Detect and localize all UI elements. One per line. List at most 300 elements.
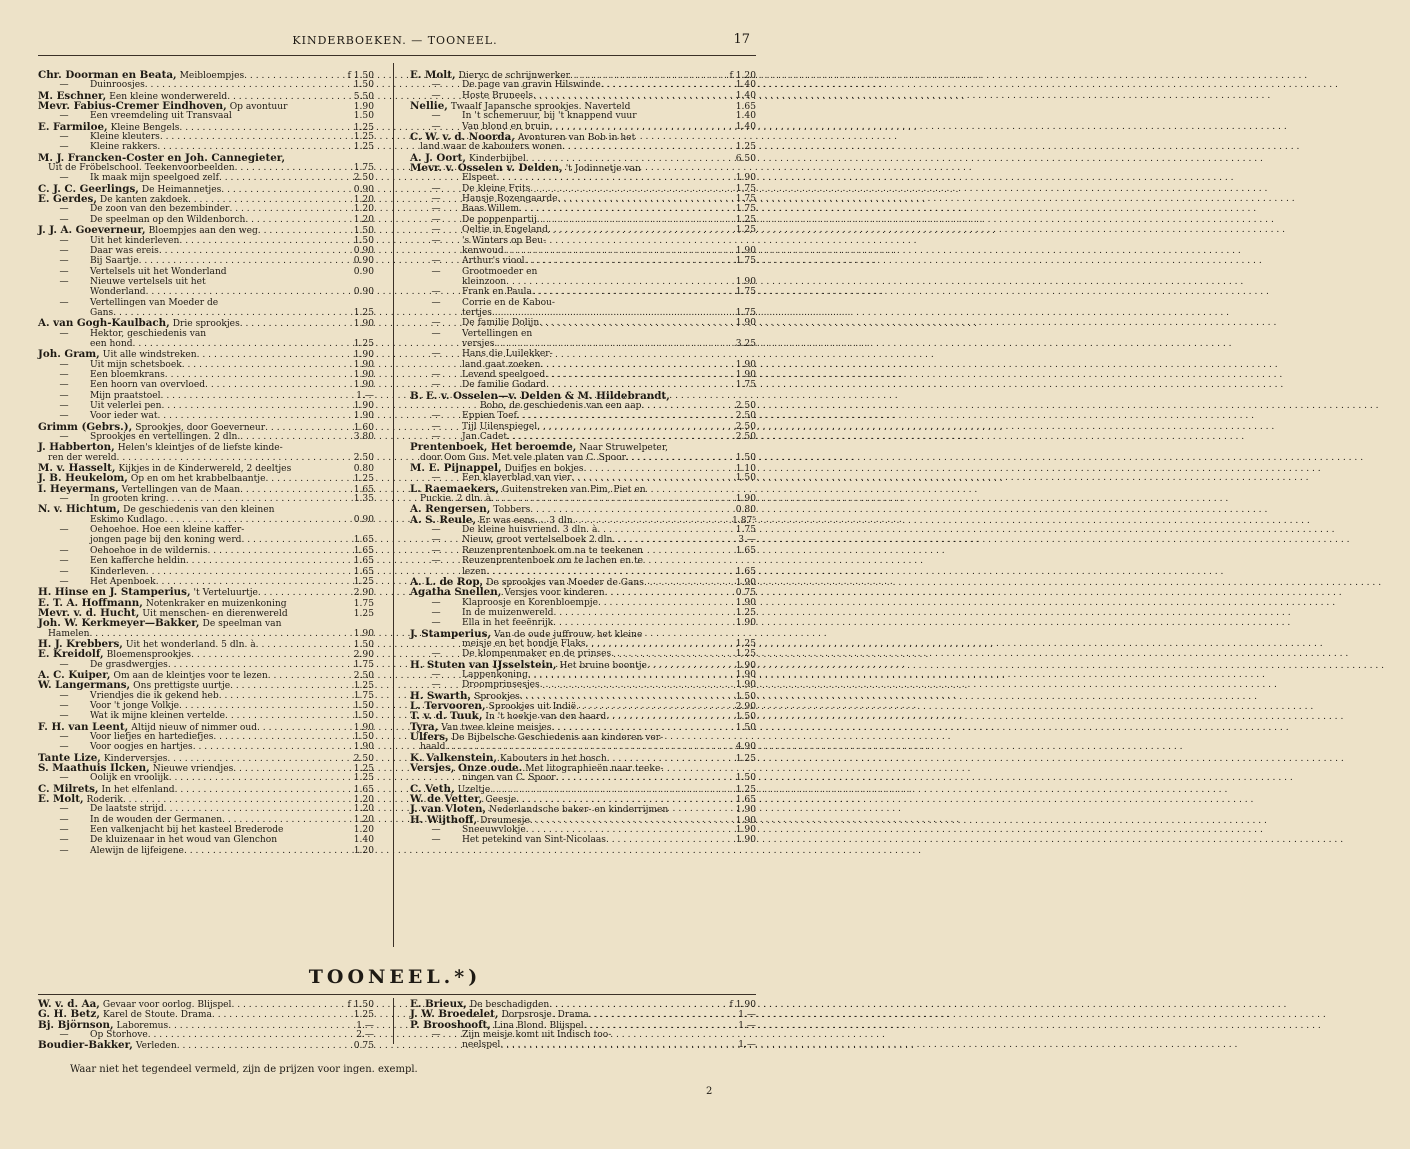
entry-price: 1.75 (353, 659, 374, 670)
catalog-entry (38, 163, 374, 173)
entry-price: 0.90 (353, 514, 374, 525)
entry-title: Eppien Toef (462, 411, 517, 422)
entry-author: H. Wijthoff, (410, 813, 478, 826)
entry-author: Mevr. v. d. Hucht, (38, 606, 140, 619)
entry-title: Uit mijn schetsboek (90, 359, 182, 370)
leader-dots (526, 825, 708, 835)
catalog-entry (410, 236, 756, 246)
leader-dots (486, 567, 708, 577)
entry-price: 1.50 (353, 235, 374, 246)
entry-title: Reuzenprentenboek om te lachen en te (462, 556, 643, 567)
entry-price: f 1.90 (729, 1000, 756, 1010)
entry-title: Kabouters in het bosch (500, 753, 607, 764)
entry-price: 2.90 (735, 701, 756, 712)
entry-title: Versjes voor kinderen (504, 588, 605, 599)
entry-title: Reuzenprentenboek om na te teekenen (462, 545, 643, 556)
entry-title: Wat ik mijne kleinen vertelde (90, 711, 226, 722)
entry-price: 2.50 (353, 753, 374, 764)
entry-title: Uit het wonderland. 5 dln. à (125, 639, 256, 650)
entry-author: Bj. Björnson, (38, 1018, 114, 1031)
entry-author: E. Molt, (38, 793, 84, 806)
entry-title: Van twee kleine meisjes (441, 722, 552, 733)
ditto-dash: — (59, 432, 69, 443)
catalog-entry (410, 370, 756, 380)
entry-title: De familie Godard (462, 380, 547, 391)
entry-author: Chr. Doorman en Beata, (38, 69, 177, 81)
entry-author: J. W. Broedelet, (410, 1008, 499, 1021)
entry-title: meisje en het hondje Flaks (462, 638, 586, 649)
printer-signature: 2 (706, 1086, 713, 1097)
entry-title: Het petekind van Sint-Nicolaas (462, 835, 606, 846)
entry-price: 1.90 (353, 350, 374, 361)
leader-dots (225, 711, 326, 721)
entry-price: 1.25 (353, 681, 374, 692)
ditto-dash: — (59, 825, 69, 836)
catalog-entry (410, 277, 756, 287)
leader-dots (240, 432, 326, 442)
catalog-entry (38, 277, 374, 287)
catalog-entry (410, 194, 756, 204)
entry-author: H. J. Krebbers, (38, 637, 123, 650)
entry-title: Bobo, de geschiedenis van een aap (480, 401, 642, 411)
leader-dots (245, 215, 326, 225)
leader-dots (548, 225, 708, 235)
entry-price: 1.— (738, 1010, 756, 1021)
catalog-entry (38, 825, 374, 835)
entry-price: 1.90 (353, 359, 374, 370)
ditto-dash: — (431, 432, 441, 443)
entry-price: 2.— (356, 1030, 374, 1041)
ditto-dash: — (59, 690, 69, 701)
catalog-entry (410, 318, 756, 328)
ditto-dash: — (431, 535, 441, 546)
entry-title: Oeltie in Engeland (462, 225, 548, 236)
entry-title: Hektor, geschiedenis van (90, 328, 207, 339)
entry-title: De kluizenaar in het woud van Glenchon (90, 835, 278, 846)
entry-price: 2.50 (735, 411, 756, 422)
entry-title: Op avontuur (229, 102, 288, 113)
entry-title: Altijd nieuw of nimmer oud (131, 722, 258, 733)
entry-title: Hans die Luilekker- (462, 349, 553, 360)
entry-title: Een kleine wonderwereld (109, 91, 228, 102)
entry-author: E. Gerdes, (38, 193, 97, 206)
leader-dots (490, 785, 708, 795)
leader-dots (240, 319, 326, 329)
entry-author: A. van Gogh-Kaulbach, (38, 317, 170, 330)
leader-dots (644, 578, 708, 588)
entry-title: Kinderversjes (103, 753, 168, 764)
leader-dots (520, 692, 708, 702)
leader-dots (177, 1041, 326, 1051)
ditto-dash: — (431, 225, 441, 236)
leader-dots (516, 795, 708, 805)
leader-dots (550, 122, 708, 132)
entry-price: 6.50 (735, 153, 756, 164)
leader-dots (139, 256, 326, 266)
entry-title: Daar was ereis (90, 245, 159, 256)
entry-title: Hamelen (48, 628, 90, 639)
entry-price: 1.20 (353, 204, 374, 215)
entry-title: Laboremus (116, 1020, 169, 1031)
ditto-dash: — (59, 235, 69, 246)
entry-title: tertjes (462, 307, 492, 318)
entry-price: 1.90 (353, 628, 374, 639)
entry-title: Oolijk en vroolijk (90, 773, 169, 784)
ditto-dash: — (59, 525, 69, 536)
entry-price: 0.75 (353, 1041, 374, 1052)
catalog-entry (410, 298, 756, 308)
leader-dots (90, 629, 326, 639)
entry-author: G. H. Betz, (38, 1008, 100, 1021)
entry-price: 1.25 (353, 338, 374, 349)
entry-author: L. Tervooren, (410, 699, 486, 712)
ditto-dash: — (59, 545, 69, 556)
entry-author: J. van Vloten, (410, 803, 487, 816)
ditto-dash: — (431, 297, 441, 308)
entry-title: Jan Cadet (462, 432, 508, 443)
entry-title: De klompenmaker en de prinses (462, 649, 612, 660)
entry-author: K. Valkenstein, (410, 751, 498, 764)
leader-dots (549, 1000, 708, 1010)
entry-price: 1.10 (735, 464, 756, 475)
entry-price: 1.50 (353, 711, 374, 722)
leader-dots (606, 835, 708, 845)
entry-price: 1.50 (735, 712, 756, 723)
leader-dots (235, 163, 326, 173)
entry-title: Uit het kinderleven (90, 235, 180, 246)
catalog-entry (410, 101, 756, 111)
entry-price: 0.90 (353, 184, 374, 195)
entry-title: Het bruine boontje (559, 660, 647, 671)
leader-dots (551, 723, 708, 733)
leader-dots (184, 846, 326, 856)
entry-title: In 't schemeruur, bij 't knappend vuur (462, 111, 637, 122)
ditto-dash: — (431, 607, 441, 618)
entry-title: Het Apenboek (90, 576, 156, 587)
ditto-dash: — (431, 369, 441, 380)
entry-title: Op en om het krabbelbaantje (130, 474, 266, 485)
entry-title: De speelman van (202, 619, 282, 630)
entry-title: Drie sprookjes (172, 319, 240, 330)
ditto-dash: — (59, 111, 69, 122)
entry-price: 1.40 (735, 111, 756, 122)
catalog-entry (410, 163, 756, 173)
leader-dots (626, 453, 708, 463)
ditto-dash: — (59, 494, 69, 505)
entry-price: 1.40 (735, 121, 756, 132)
catalog-entry (410, 598, 756, 608)
ditto-dash: — (431, 287, 441, 298)
leader-dots (586, 639, 708, 649)
entry-price: 1.25 (735, 649, 756, 660)
entry-price: 0.90 (353, 256, 374, 267)
catalog-entry (38, 784, 374, 794)
ditto-dash: — (59, 576, 69, 587)
leader-dots (159, 246, 326, 256)
entry-price: 1.90 (353, 102, 374, 113)
entry-title: kleinzoon (462, 276, 507, 287)
entry-title: Zijn meisje komt uit Indisch too- (462, 1030, 612, 1041)
entry-price: 1.75 (735, 204, 756, 215)
entry-price: 2.50 (735, 401, 756, 411)
entry-author: W. v. d. Aa, (38, 998, 100, 1010)
entry-price: 1.20 (353, 845, 374, 856)
leader-dots (500, 1040, 708, 1050)
entry-title: Levend speelgoed (462, 369, 546, 380)
entry-author: M. E. Pijnappel, (410, 462, 502, 475)
catalog-entry (38, 256, 374, 266)
entry-title: neelspel (462, 1040, 501, 1051)
catalog-entry (410, 329, 756, 339)
entry-price: 1.25 (353, 307, 374, 318)
entry-price: 0.75 (735, 588, 756, 599)
leader-dots (169, 773, 326, 783)
entry-author: A. C. Kuiper, (38, 668, 111, 681)
entry-title: Dreumesje (480, 815, 530, 826)
entry-title: Kinderleven (90, 566, 146, 577)
catalog-entry (410, 173, 756, 183)
entry-price: f 1.50 (347, 71, 374, 81)
entry-title: Naar Struwelpeter, (579, 443, 669, 454)
entry-price: 1.25 (353, 132, 374, 143)
catalog-entry (38, 246, 374, 256)
catalog-entry (410, 80, 756, 90)
entry-price: 2.50 (353, 173, 374, 184)
catalog-entry (410, 308, 756, 318)
entry-author: L. Raemaekers, (410, 482, 500, 495)
ditto-dash: — (59, 401, 69, 411)
ditto-dash: — (431, 328, 441, 339)
entry-price: 1.90 (353, 742, 374, 753)
leader-dots (571, 473, 708, 483)
entry-price: f 1.50 (347, 1000, 374, 1010)
leader-dots (165, 370, 326, 380)
entry-title: Bloemensprookjes (106, 650, 192, 661)
catalog-entry (38, 525, 374, 535)
ditto-dash: — (59, 773, 69, 784)
entry-author: Tyra, (410, 720, 439, 733)
entry-title: door Oom Gus. Met vele platen van C. Spoor (420, 452, 626, 463)
catalog-entry (38, 546, 374, 556)
catalog-entry (410, 556, 756, 566)
catalog-entry (38, 556, 374, 566)
entry-title: Sprookjes, door Goeverneur (135, 422, 266, 433)
entry-author: Nellie, (410, 100, 448, 113)
leader-dots (165, 515, 326, 525)
leader-dots (166, 494, 326, 504)
catalog-entry (38, 567, 374, 577)
entry-author: E. Molt, (410, 69, 456, 81)
ditto-dash: — (431, 318, 441, 329)
ditto-dash: — (59, 804, 69, 815)
entry-title: Ella in het feeënrijk (462, 618, 554, 629)
entry-price: f 1.20 (729, 71, 756, 81)
entry-price: 1.25 (353, 122, 374, 133)
entry-author: Agatha Snellen, (410, 586, 502, 599)
entry-author: E. T. A. Hoffmann, (38, 596, 143, 609)
entry-price: 1.25 (353, 142, 374, 153)
leader-dots (179, 236, 326, 246)
catalog-entry (410, 411, 756, 421)
leader-dots (541, 360, 708, 370)
entry-author: H. Hinse en J. Stamperius, (38, 586, 191, 599)
entry-price: 1.20 (353, 214, 374, 225)
entry-price: 3.25 (735, 338, 756, 349)
catalog-entry (38, 732, 374, 742)
entry-author: S. Maathuis Ilcken, (38, 762, 150, 775)
leader-dots (558, 194, 708, 204)
entry-price: 1.75 (353, 690, 374, 701)
entry-title: Uzeltje (457, 784, 491, 795)
leader-dots (545, 370, 708, 380)
entry-title: haald (420, 742, 446, 753)
leader-dots (533, 91, 708, 101)
entry-title: land gaat zoeken (462, 359, 541, 370)
ditto-dash: — (431, 597, 441, 608)
entry-title: Kleine Bengels (110, 122, 180, 133)
entry-title: Nederlandsche baker- en kinderrijmen (489, 805, 669, 816)
entry-author: A. L. de Rop, (410, 575, 484, 588)
entry-author: J. Stamperius, (410, 627, 491, 640)
entry-title: Uit menschen- en dierenwereld (142, 608, 288, 619)
entry-title: Kleine rakkers (90, 142, 158, 153)
entry-price: 1.65 (353, 545, 374, 556)
leader-dots (576, 702, 708, 712)
ditto-dash: — (59, 659, 69, 670)
entry-price: 4.90 (735, 742, 756, 753)
entry-title: In 't hoekje van den haard (485, 712, 607, 723)
catalog-entry (410, 132, 756, 142)
entry-title: Baas Willem (462, 204, 520, 215)
ditto-dash: — (431, 825, 441, 836)
leader-dots (589, 1010, 708, 1020)
entry-price: 1.75 (735, 380, 756, 391)
entry-title: Eskimo Kudlago (90, 514, 165, 525)
ditto-dash: — (431, 1030, 441, 1041)
entry-price: 1.50 (353, 732, 374, 742)
entry-price: 1.90 (735, 835, 756, 846)
entry-author: N. v. Hichtum, (38, 503, 121, 516)
ditto-dash: — (59, 380, 69, 391)
entry-price: 1.— (356, 1020, 374, 1031)
catalog-entry (410, 463, 756, 473)
ditto-dash: — (59, 835, 69, 846)
ditto-dash: — (59, 204, 69, 215)
entry-price: 1.50 (735, 691, 756, 702)
entry-author: C. Veth, (410, 782, 455, 795)
entry-price: 1.60 (353, 422, 374, 433)
leader-dots (117, 453, 326, 463)
catalog-entry (38, 380, 374, 390)
entry-price: 1.90 (735, 805, 756, 816)
ditto-dash: — (431, 473, 441, 484)
entry-title: Klaproosje en Korenbloempje (462, 597, 598, 608)
catalog-entry (38, 515, 374, 525)
catalog-entry (410, 70, 756, 80)
entry-title: In het elfenland (101, 784, 175, 795)
leader-dots (160, 132, 326, 142)
entry-title: De poppenpartij (462, 214, 537, 225)
ditto-dash: — (431, 669, 441, 680)
catalog-entry (38, 298, 374, 308)
entry-price: 1.90 (735, 369, 756, 380)
entry-title: 't Jodinnetje van (565, 164, 641, 175)
leader-dots (562, 142, 708, 152)
entry-title: Vertellingen en (462, 328, 533, 339)
entry-author: E. Kreidolf, (38, 648, 104, 661)
catalog-entry (410, 256, 756, 266)
leader-dots (182, 360, 326, 370)
entry-title: Twaalf Japansche sprookjes. Naverteld (450, 102, 631, 113)
entry-price: 2.90 (353, 588, 374, 599)
entry-title: Duifjes en bokjes (504, 464, 584, 475)
entry-title: Grootmoeder en (462, 266, 538, 277)
catalog-entry (38, 360, 374, 370)
catalog-entry (38, 391, 374, 401)
catalog-entry (38, 370, 374, 380)
catalog-right-column (410, 70, 756, 846)
ditto-dash: — (431, 380, 441, 391)
entry-price: 1.65 (735, 566, 756, 577)
leader-dots (175, 785, 326, 795)
entry-title: Gevaar voor oorlog. Blijspel (102, 1000, 232, 1010)
footnote: Waar niet het tegendeel vermeld, zijn de prijzen voor ingen. exempl. (70, 1064, 418, 1075)
entry-price: 1.90 (735, 669, 756, 680)
entry-author: Ulfers, (410, 731, 449, 743)
entry-title: Wonderland (90, 287, 146, 298)
entry-price: 1.20 (353, 825, 374, 836)
ditto-dash: — (59, 566, 69, 577)
leader-dots (133, 339, 326, 349)
leader-dots (553, 608, 708, 618)
ditto-dash: — (59, 732, 69, 742)
entry-price: 1.90 (735, 680, 756, 691)
entry-author: M. Eschner, (38, 89, 107, 102)
catalog-entry (38, 70, 374, 80)
leader-dots (491, 494, 708, 504)
entry-price: 1.90 (735, 245, 756, 256)
column-divider (393, 63, 394, 947)
ditto-dash: — (431, 349, 441, 360)
entry-price: 1.50 (353, 111, 374, 122)
entry-price: 2.90 (353, 650, 374, 661)
entry-title: In grooten kring (90, 494, 166, 505)
leader-dots (231, 1000, 326, 1010)
entry-title: Vertellingen van de Maan (121, 484, 241, 495)
entry-title: Geesje (485, 795, 517, 806)
entry-price: 1.25 (735, 638, 756, 649)
catalog-entry (410, 629, 756, 639)
catalog-entry (410, 732, 756, 742)
entry-title: De page van gravin Hilswinde (462, 80, 601, 91)
ditto-dash: — (59, 411, 69, 422)
catalog-entry (410, 535, 756, 545)
entry-author: I. Heyermans, (38, 482, 119, 495)
entry-title: Kinderbijbel (469, 153, 526, 164)
leader-dots (158, 411, 326, 421)
leader-dots (506, 277, 708, 287)
entry-title: Om aan de kleintjes voor te lezen (113, 670, 268, 681)
entry-price: 1.90 (353, 380, 374, 391)
entry-title: jongen page bij den koning werd (90, 535, 242, 546)
entry-title: Ons prettigste uurtje (133, 681, 231, 692)
entry-title: Een valkenjacht bij het kasteel Brederode (90, 825, 284, 836)
catalog-entry (38, 401, 374, 411)
entry-price: 1.65 (735, 795, 756, 806)
entry-author: Boudier-Bakker, (38, 1039, 133, 1052)
leader-dots (164, 804, 326, 814)
catalog-entry (410, 815, 756, 825)
